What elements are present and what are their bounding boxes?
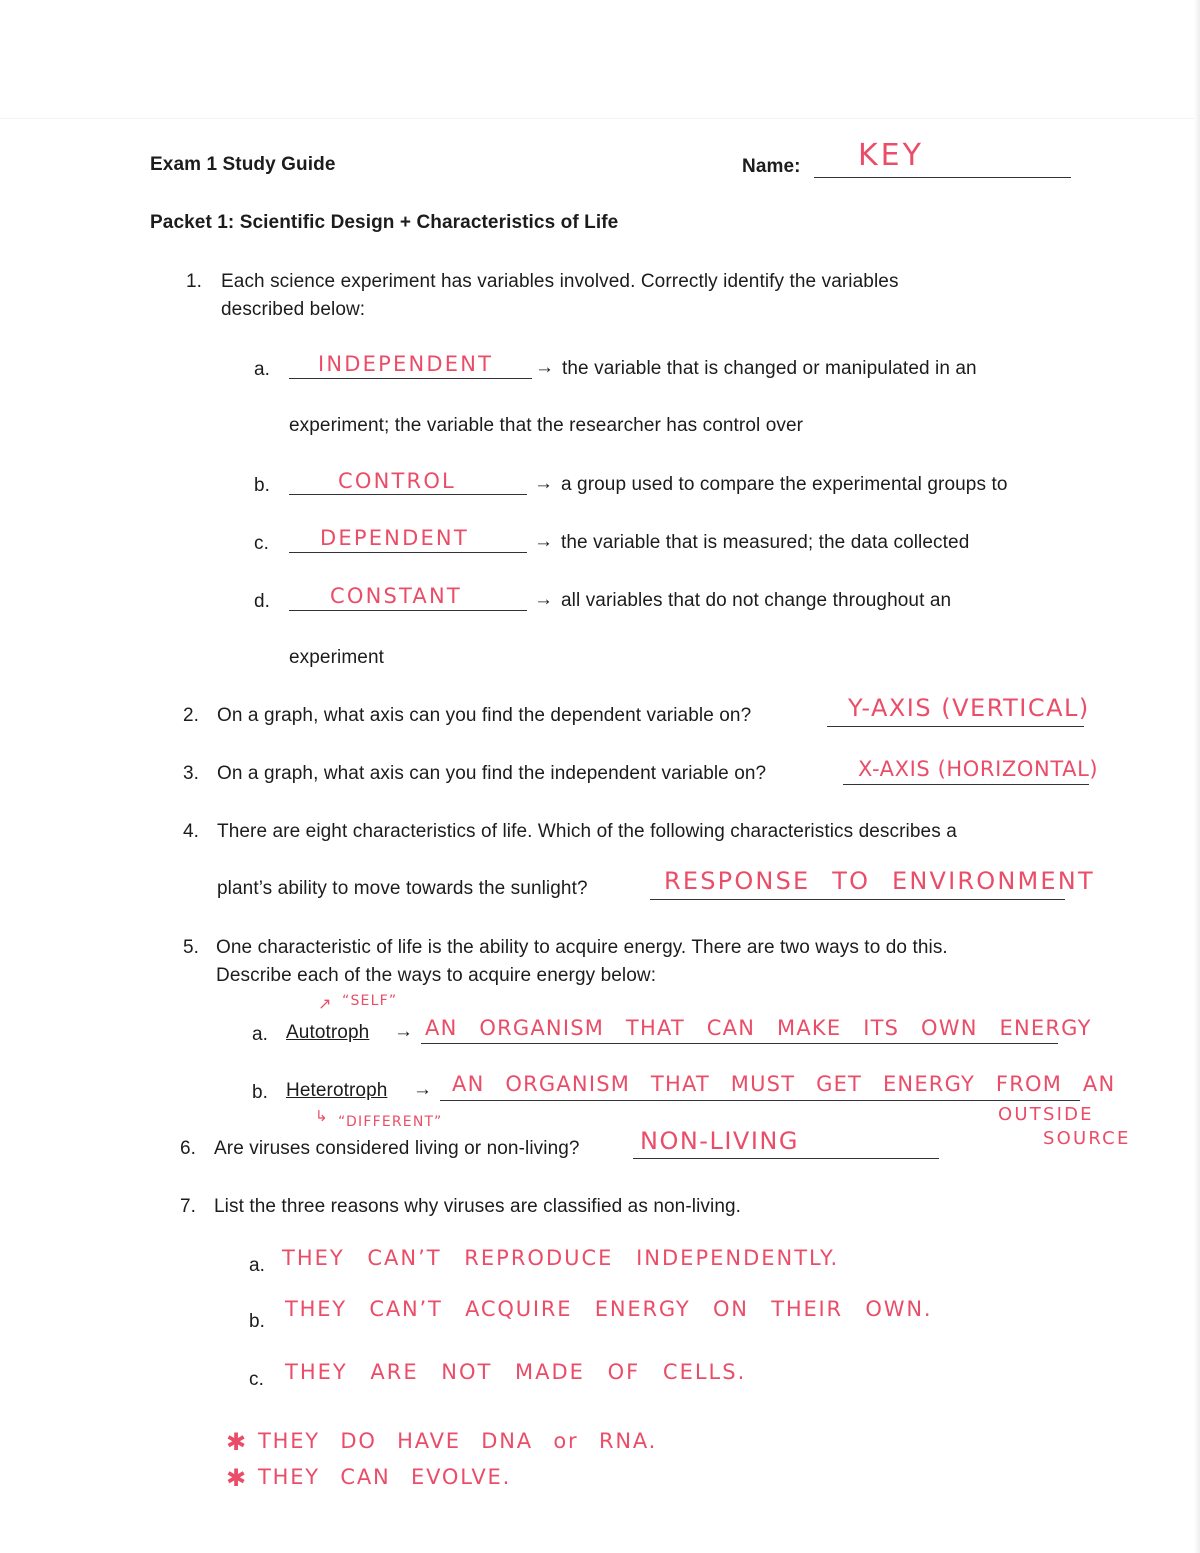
q7b-letter: b. [249, 1311, 266, 1332]
star-icon: ✱ [226, 1464, 249, 1492]
q1d-letter: d. [254, 591, 271, 612]
q5b-answer-continued-2: SOURCE [1043, 1128, 1131, 1149]
q1d-answer: CONSTANT [330, 584, 462, 608]
scan-edge [1194, 0, 1200, 1553]
q3-answer: X-AXIS (HORIZONTAL) [858, 757, 1099, 781]
q5a-term: Autotroph [286, 1022, 370, 1043]
q2-answer: Y-AXIS (VERTICAL) [848, 694, 1090, 722]
q7a-answer: THEY CAN’T REPRODUCE INDEPENDENTLY. [282, 1246, 840, 1270]
q1d-blank [289, 610, 527, 611]
q5a-answer: AN ORGANISM THAT CAN MAKE ITS OWN ENERGY [425, 1016, 1092, 1040]
q5a-blank [421, 1043, 1058, 1044]
q1c-blank [289, 552, 527, 553]
q7-number: 7. [180, 1196, 197, 1217]
q1b-letter: b. [254, 475, 271, 496]
q5-number: 5. [183, 937, 200, 958]
q7b-answer: THEY CAN’T ACQUIRE ENERGY ON THEIR OWN. [285, 1297, 933, 1321]
q5-text-line1: One characteristic of life is the ability to acquire energy. There are two ways to do this. [216, 937, 948, 958]
q2-blank [827, 726, 1084, 727]
q5b-answer: AN ORGANISM THAT MUST GET ENERGY FROM AN [452, 1072, 1116, 1096]
q4-text-line1: There are eight characteristics of life. Which of the following characteristics describes a [217, 821, 957, 842]
name-value: KEY [858, 138, 924, 173]
q3-text: On a graph, what axis can you find the independent variable on? [217, 763, 767, 784]
arrow-icon: → [535, 357, 555, 378]
q1a-definition-line1: the variable that is changed or manipulated in an [562, 358, 977, 379]
q4-text-line2: plant’s ability to move towards the sunlight? [217, 878, 588, 899]
note-dna-rna: THEY DO HAVE DNA or RNA. [258, 1429, 658, 1453]
q5a-note: “SELF” [342, 993, 398, 1009]
arrow-icon: → [534, 589, 554, 610]
document-title: Exam 1 Study Guide [150, 154, 336, 175]
arrow-icon: → [534, 473, 554, 494]
q5b-note: “DIFFERENT” [338, 1114, 443, 1130]
q5b-letter: b. [252, 1082, 269, 1103]
q1b-blank [289, 494, 527, 495]
q4-number: 4. [183, 821, 200, 842]
q3-number: 3. [183, 763, 200, 784]
q6-number: 6. [180, 1138, 197, 1159]
q1a-letter: a. [254, 359, 271, 380]
q7c-answer: THEY ARE NOT MADE OF CELLS. [285, 1360, 747, 1384]
q6-answer: NON-LIVING [640, 1127, 799, 1155]
q1a-definition-line2: experiment; the variable that the researcher has control over [289, 415, 804, 436]
arrow-icon: → [394, 1021, 414, 1042]
q2-number: 2. [183, 705, 200, 726]
q4-blank [650, 899, 1065, 900]
scan-shadow-line [0, 118, 1200, 119]
q5a-letter: a. [252, 1024, 269, 1045]
q1c-definition: the variable that is measured; the data collected [561, 532, 970, 553]
star-icon: ✱ [226, 1428, 249, 1456]
arrow-icon: → [534, 531, 554, 552]
name-label: Name: [742, 156, 801, 177]
q1b-answer: CONTROL [338, 469, 456, 493]
q4-answer: RESPONSE TO ENVIRONMENT [664, 867, 1095, 895]
q1-text-line1: Each science experiment has variables involved. Correctly identify the variables [221, 271, 899, 292]
q1c-answer: DEPENDENT [320, 526, 469, 550]
q7c-letter: c. [249, 1369, 264, 1390]
q2-text: On a graph, what axis can you find the dependent variable on? [217, 705, 752, 726]
q1d-definition-line2: experiment [289, 647, 384, 668]
q1c-letter: c. [254, 533, 269, 554]
arrow-icon: → [413, 1079, 433, 1100]
q7-text: List the three reasons why viruses are classified as non-living. [214, 1196, 742, 1217]
note-evolve: THEY CAN EVOLVE. [258, 1465, 512, 1489]
q1-number: 1. [186, 271, 203, 292]
q5b-blank [440, 1100, 1080, 1101]
q1-text-line2: described below: [221, 299, 366, 320]
q5b-answer-continued-1: OUTSIDE [998, 1104, 1094, 1125]
q1a-answer: INDEPENDENT [318, 352, 494, 376]
name-blank [814, 177, 1071, 178]
q5b-term: Heterotroph [286, 1080, 388, 1101]
q5b-note-arrow-icon: ↳ [315, 1107, 330, 1125]
q1d-definition-line1: all variables that do not change throughout an [561, 590, 952, 611]
q7a-letter: a. [249, 1255, 266, 1276]
q5-text-line2: Describe each of the ways to acquire energy below: [216, 965, 657, 986]
q5a-note-arrow-icon: ↗ [318, 994, 334, 1013]
q6-blank [633, 1158, 939, 1159]
q1a-blank [289, 378, 532, 379]
q6-text: Are viruses considered living or non-living? [214, 1138, 580, 1159]
q3-blank [843, 784, 1089, 785]
q1b-definition: a group used to compare the experimental groups to [561, 474, 1008, 495]
packet-title: Packet 1: Scientific Design + Characteristics of Life [150, 212, 619, 233]
